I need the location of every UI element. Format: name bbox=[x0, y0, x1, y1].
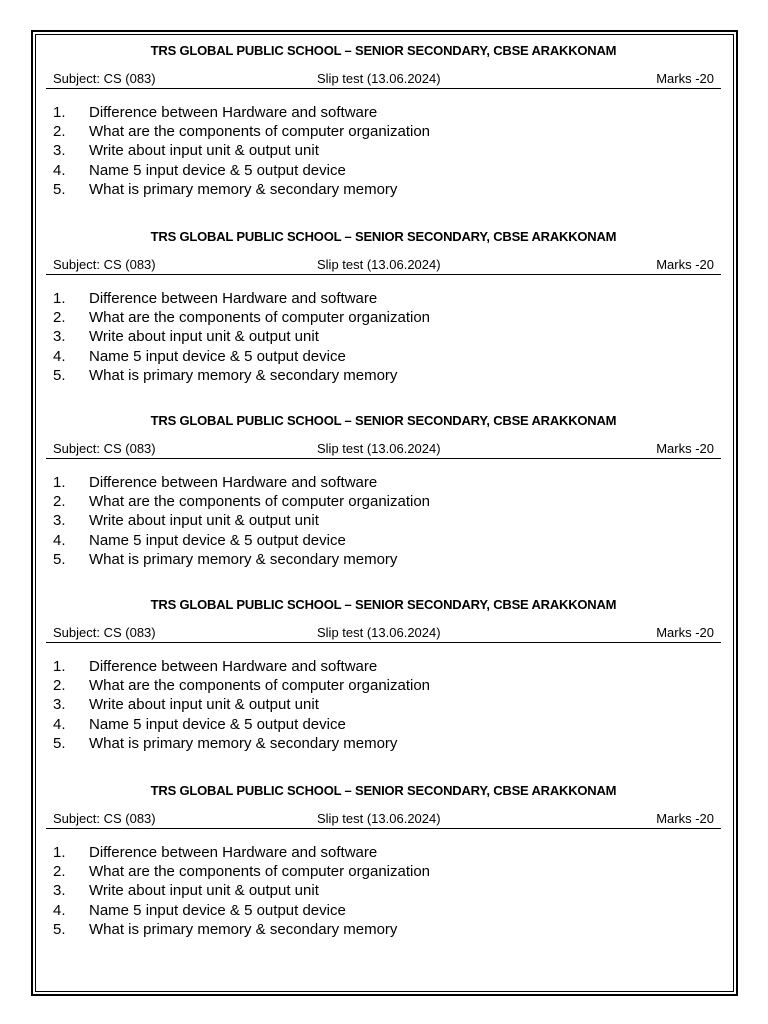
subject-label: Subject: CS (083) bbox=[53, 811, 156, 826]
question-number: 1. bbox=[53, 474, 66, 491]
marks-label: Marks -20 bbox=[656, 441, 714, 456]
question-text: Difference between Hardware and software bbox=[89, 474, 378, 491]
question-list bbox=[46, 473, 721, 569]
question-text: What are the components of computer organization bbox=[89, 309, 431, 327]
question-text: What is primary memory & secondary memory bbox=[89, 920, 398, 938]
subject-label: Subject: CS (083) bbox=[53, 257, 156, 272]
question-item bbox=[46, 366, 721, 385]
question-number: 3. bbox=[53, 512, 66, 530]
question-number: 3. bbox=[53, 696, 66, 714]
question-text: What is primary memory & secondary memory bbox=[89, 550, 398, 568]
question-number: 5. bbox=[53, 734, 66, 752]
question-text: Difference between Hardware and software bbox=[89, 658, 378, 675]
slip-info-row bbox=[46, 257, 721, 275]
question-item bbox=[46, 695, 721, 714]
question-item bbox=[46, 473, 721, 492]
question-text: Write about input unit & output unit bbox=[89, 142, 319, 160]
question-number: 2. bbox=[53, 493, 66, 511]
question-number: 5. bbox=[53, 920, 66, 938]
question-item bbox=[46, 122, 721, 141]
question-text: What is primary memory & secondary memory bbox=[89, 366, 398, 384]
question-item bbox=[46, 550, 721, 569]
slip-info-row bbox=[46, 811, 721, 829]
question-number: 2. bbox=[53, 677, 66, 695]
question-item bbox=[46, 734, 721, 753]
subject-label: Subject: CS (083) bbox=[53, 441, 156, 456]
question-number: 1. bbox=[53, 290, 66, 307]
question-item bbox=[46, 327, 721, 346]
question-text: Write about input unit & output unit bbox=[89, 696, 319, 714]
question-number: 4. bbox=[53, 715, 66, 733]
school-title: TRS GLOBAL PUBLIC SCHOOL – SENIOR SECONDARY, CBSE ARAKKONAM bbox=[150, 43, 617, 58]
slip-info-row bbox=[46, 625, 721, 643]
question-text: What is primary memory & secondary memory bbox=[89, 734, 398, 752]
question-text: Difference between Hardware and software bbox=[89, 290, 378, 307]
question-number: 1. bbox=[53, 844, 66, 861]
question-item bbox=[46, 531, 721, 550]
question-number: 2. bbox=[53, 123, 66, 141]
question-item bbox=[46, 676, 721, 695]
subject-label: Subject: CS (083) bbox=[53, 625, 156, 640]
question-item bbox=[46, 347, 721, 366]
question-item bbox=[46, 843, 721, 862]
question-number: 4. bbox=[53, 347, 66, 365]
marks-label: Marks -20 bbox=[656, 257, 714, 272]
question-item bbox=[46, 511, 721, 530]
question-number: 5. bbox=[53, 366, 66, 384]
school-title: TRS GLOBAL PUBLIC SCHOOL – SENIOR SECONDARY, CBSE ARAKKONAM bbox=[150, 783, 617, 798]
question-number: 3. bbox=[53, 142, 66, 160]
marks-label: Marks -20 bbox=[656, 625, 714, 640]
question-text: Difference between Hardware and software bbox=[89, 844, 378, 861]
question-text: What are the components of computer organization bbox=[89, 677, 431, 695]
question-number: 3. bbox=[53, 882, 66, 900]
question-text: Difference between Hardware and software bbox=[89, 104, 378, 121]
marks-label: Marks -20 bbox=[656, 71, 714, 86]
question-number: 5. bbox=[53, 180, 66, 198]
question-text: What are the components of computer organization bbox=[89, 123, 431, 141]
question-item bbox=[46, 161, 721, 180]
question-number: 5. bbox=[53, 550, 66, 568]
slip-info-row bbox=[46, 71, 721, 89]
subject-label: Subject: CS (083) bbox=[53, 71, 156, 86]
question-text: What are the components of computer organization bbox=[89, 863, 431, 881]
question-number: 2. bbox=[53, 863, 66, 881]
question-list bbox=[46, 657, 721, 753]
question-number: 1. bbox=[53, 658, 66, 675]
question-number: 4. bbox=[53, 531, 66, 549]
question-text: Name 5 input device & 5 output device bbox=[89, 347, 346, 365]
question-item bbox=[46, 715, 721, 734]
question-item bbox=[46, 289, 721, 308]
test-label: Slip test (13.06.2024) bbox=[317, 441, 441, 456]
question-text: Write about input unit & output unit bbox=[89, 328, 319, 346]
question-item bbox=[46, 881, 721, 900]
test-label: Slip test (13.06.2024) bbox=[317, 257, 441, 272]
question-item bbox=[46, 103, 721, 122]
question-number: 3. bbox=[53, 328, 66, 346]
question-item bbox=[46, 141, 721, 160]
question-text: Name 5 input device & 5 output device bbox=[89, 901, 346, 919]
question-text: What are the components of computer organization bbox=[89, 493, 431, 511]
question-text: Write about input unit & output unit bbox=[89, 882, 319, 900]
question-item bbox=[46, 492, 721, 511]
question-number: 1. bbox=[53, 104, 66, 121]
question-number: 2. bbox=[53, 309, 66, 327]
marks-label: Marks -20 bbox=[656, 811, 714, 826]
question-item bbox=[46, 308, 721, 327]
test-label: Slip test (13.06.2024) bbox=[317, 625, 441, 640]
school-title: TRS GLOBAL PUBLIC SCHOOL – SENIOR SECONDARY, CBSE ARAKKONAM bbox=[150, 597, 617, 612]
question-item bbox=[46, 920, 721, 939]
school-title: TRS GLOBAL PUBLIC SCHOOL – SENIOR SECONDARY, CBSE ARAKKONAM bbox=[150, 413, 617, 428]
slip-info-row bbox=[46, 441, 721, 459]
test-label: Slip test (13.06.2024) bbox=[317, 811, 441, 826]
question-item bbox=[46, 862, 721, 881]
question-item bbox=[46, 901, 721, 920]
question-item bbox=[46, 657, 721, 676]
question-text: Name 5 input device & 5 output device bbox=[89, 715, 346, 733]
question-text: Name 5 input device & 5 output device bbox=[89, 161, 346, 179]
question-item bbox=[46, 180, 721, 199]
school-title: TRS GLOBAL PUBLIC SCHOOL – SENIOR SECONDARY, CBSE ARAKKONAM bbox=[150, 229, 617, 244]
question-text: What is primary memory & secondary memory bbox=[89, 180, 398, 198]
question-text: Write about input unit & output unit bbox=[89, 512, 319, 530]
question-list bbox=[46, 843, 721, 939]
question-number: 4. bbox=[53, 161, 66, 179]
question-list bbox=[46, 289, 721, 385]
question-list bbox=[46, 103, 721, 199]
question-text: Name 5 input device & 5 output device bbox=[89, 531, 346, 549]
question-number: 4. bbox=[53, 901, 66, 919]
test-label: Slip test (13.06.2024) bbox=[317, 71, 441, 86]
